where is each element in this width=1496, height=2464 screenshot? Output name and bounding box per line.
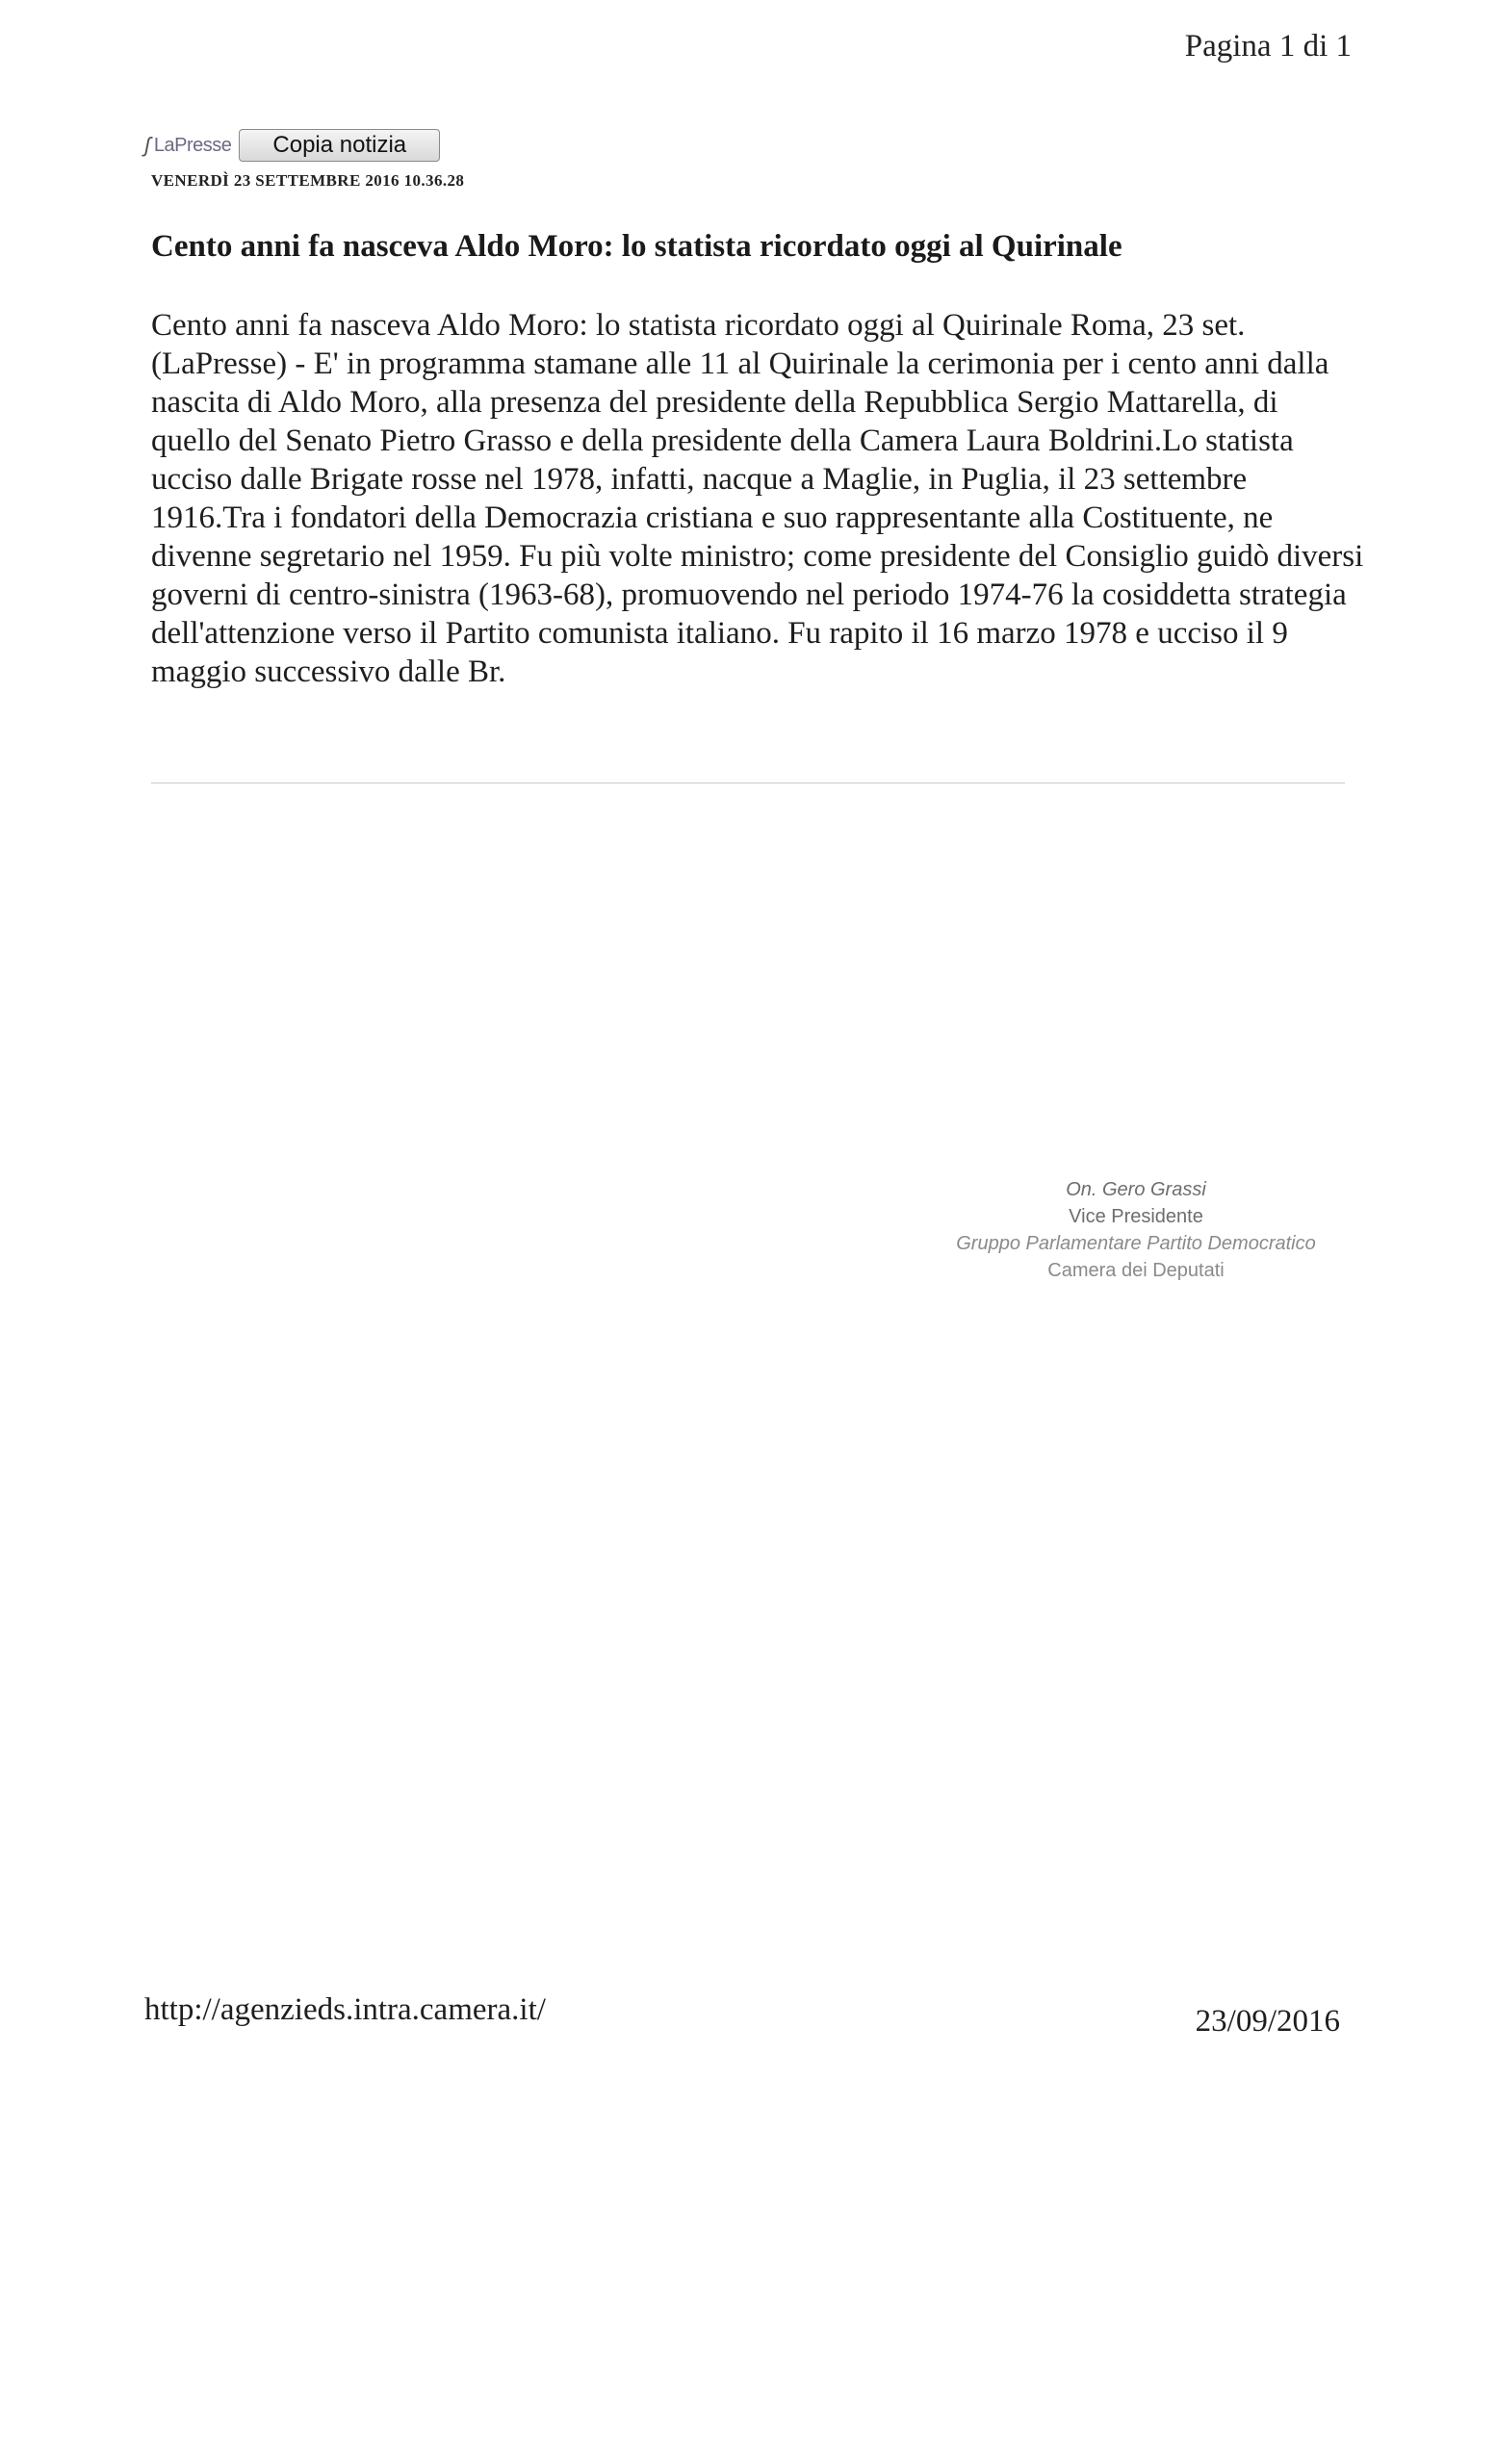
page-number: Pagina 1 di 1 [1184,29,1352,64]
stamp-group: Gruppo Parlamentare Partito Democratico [956,1233,1316,1254]
article-body: Cento anni fa nasceva Aldo Moro: lo statista ricordato oggi al Quirinale Roma, 23 set. (LaPresse) - E' in programma stamane alle 11 al Quirinale la cerimonia per i cento anni dalla nascita di Aldo Moro, alla presenza del presidente della Repubblica Sergio Mattarella, di quello del Senato Pietro Grasso e della presidente della Camera Laura Boldrini.Lo statista ucciso dalle Brigate rosse nel 1978, infatti, nacque a Maglie, in Puglia, il 23 settembre 1916.Tra i fondatori della Democrazia cristiana e suo rappresentante alla Costituente, ne divenne segretario nel 1959. Fu più volte ministro; come presidente del Consiglio guidò diversi governi di centro-sinistra (1963-68), promuovendo nel periodo 1974-76 la cosiddetta strategia dell'attenzione verso il Partito comunista italiano. Fu rapito il 16 marzo 1978 e ucciso il 9 maggio successivo dalle Br. [151,308,1364,689]
copy-news-button[interactable]: Copia notizia [239,129,440,162]
lapresse-logo-icon: ʃ [144,133,150,157]
stamp-chamber: Camera dei Deputati [1047,1260,1225,1281]
stamp-role: Vice Presidente [1069,1206,1203,1227]
stamp-name: On. Gero Grassi [1066,1179,1206,1200]
article-headline: Cento anni fa nasceva Aldo Moro: lo statista ricordato oggi al Quirinale [151,229,1122,264]
lapresse-logo [144,133,231,158]
signature-stamp [915,1176,1357,1284]
source-row [144,129,440,162]
lapresse-logo-text: LaPresse [153,134,232,156]
footer-url: http://agenzieds.intra.camera.it/ [144,1992,546,2027]
footer-date: 23/09/2016 [1195,2004,1340,2039]
news-datetime: VENERDÌ 23 SETTEMBRE 2016 10.36.28 [151,171,465,190]
